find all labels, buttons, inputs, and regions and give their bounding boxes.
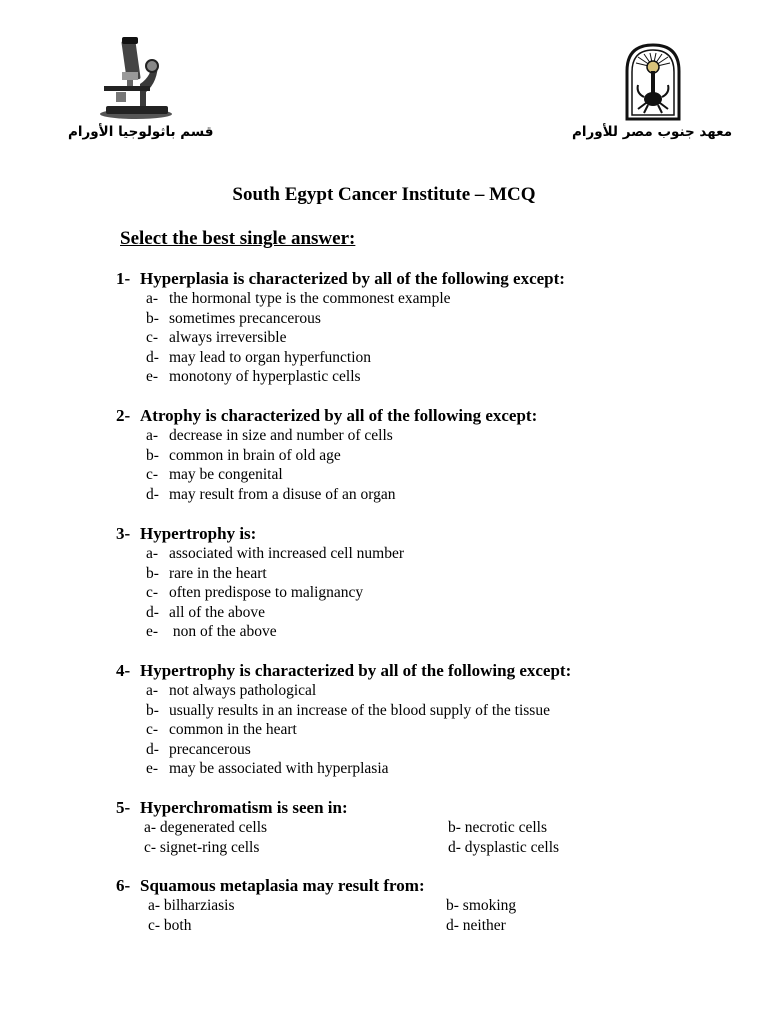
question-stem <box>116 269 565 289</box>
option-b: b- usually results in an increase of the blood supply of the tissue <box>146 701 550 719</box>
question-stem <box>116 661 571 681</box>
question-text: Atrophy is characterized by all of the following except: <box>140 406 538 425</box>
option-b: b- sometimes precancerous <box>146 309 321 327</box>
option-row <box>116 916 506 936</box>
question-6 <box>116 876 517 935</box>
page-title: South Egypt Cancer Institute – MCQ <box>232 184 536 205</box>
option-e: e- may be associated with hyperplasia <box>146 760 389 777</box>
institute-name-arabic: معهد جنوب مصر للأورام <box>572 124 733 140</box>
question-stem <box>116 798 348 818</box>
option-row <box>116 838 560 858</box>
question-number: 3- <box>116 524 131 543</box>
question-number: 6- <box>116 876 131 895</box>
question-2 <box>116 406 537 504</box>
option-a: a- decrease in size and number of cells <box>146 427 393 444</box>
option-a: a- not always pathological <box>146 682 317 699</box>
question-number: 5- <box>116 798 131 817</box>
option-e: e- monotony of hyperplastic cells <box>146 368 361 385</box>
question-stem <box>116 524 404 544</box>
option-b: b- necrotic cells <box>448 819 547 836</box>
question-stem <box>116 876 425 896</box>
option-b: b- smoking <box>446 897 517 914</box>
option-d: d- all of the above <box>146 603 265 621</box>
option-a: a- degenerated cells <box>144 819 268 836</box>
department-name-arabic: قسم باثولوجيا الأورام <box>68 124 214 140</box>
institute-emblem-icon <box>624 43 682 121</box>
option-a: a- bilharziasis <box>148 897 235 914</box>
option-d: d- dysplastic cells <box>448 838 560 856</box>
question-4 <box>116 661 571 779</box>
option-c: c- often predispose to malignancy <box>146 584 364 601</box>
question-text: Hyperplasia is characterized by all of the following except: <box>140 269 565 288</box>
option-a: a- the hormonal type is the commonest example <box>146 290 451 307</box>
option-d: d- precancerous <box>146 740 251 758</box>
option-c: c- always irreversible <box>146 329 287 346</box>
question-5 <box>116 798 560 857</box>
question-text: Hypertrophy is: <box>140 524 257 543</box>
option-a: a- associated with increased cell number <box>146 545 404 562</box>
option-c: c- signet-ring cells <box>144 838 260 856</box>
instruction-heading: Select the best single answer: <box>120 228 356 249</box>
question-1 <box>116 269 565 387</box>
option-row <box>116 818 547 838</box>
question-number: 1- <box>116 269 131 288</box>
option-d: d- may result from a disuse of an organ <box>146 485 396 503</box>
question-text: Squamous metaplasia may result from: <box>140 876 425 895</box>
option-row <box>116 896 517 916</box>
question-text: Hypertrophy is characterized by all of the following except: <box>140 661 572 680</box>
question-stem <box>116 406 537 426</box>
option-d: d- neither <box>446 916 506 934</box>
question-text: Hyperchromatism is seen in: <box>140 798 348 817</box>
question-number: 2- <box>116 406 131 425</box>
question-3 <box>116 524 404 642</box>
option-c: c- may be congenital <box>146 466 283 483</box>
microscope-icon <box>94 36 174 120</box>
option-c: c- both <box>148 916 192 934</box>
option-b: b- common in brain of old age <box>146 446 341 464</box>
option-d: d- may lead to organ hyperfunction <box>146 348 372 366</box>
question-number: 4- <box>116 661 131 680</box>
option-b: b- rare in the heart <box>146 564 267 582</box>
option-c: c- common in the heart <box>146 721 297 738</box>
option-e: e- non of the above <box>146 623 277 640</box>
